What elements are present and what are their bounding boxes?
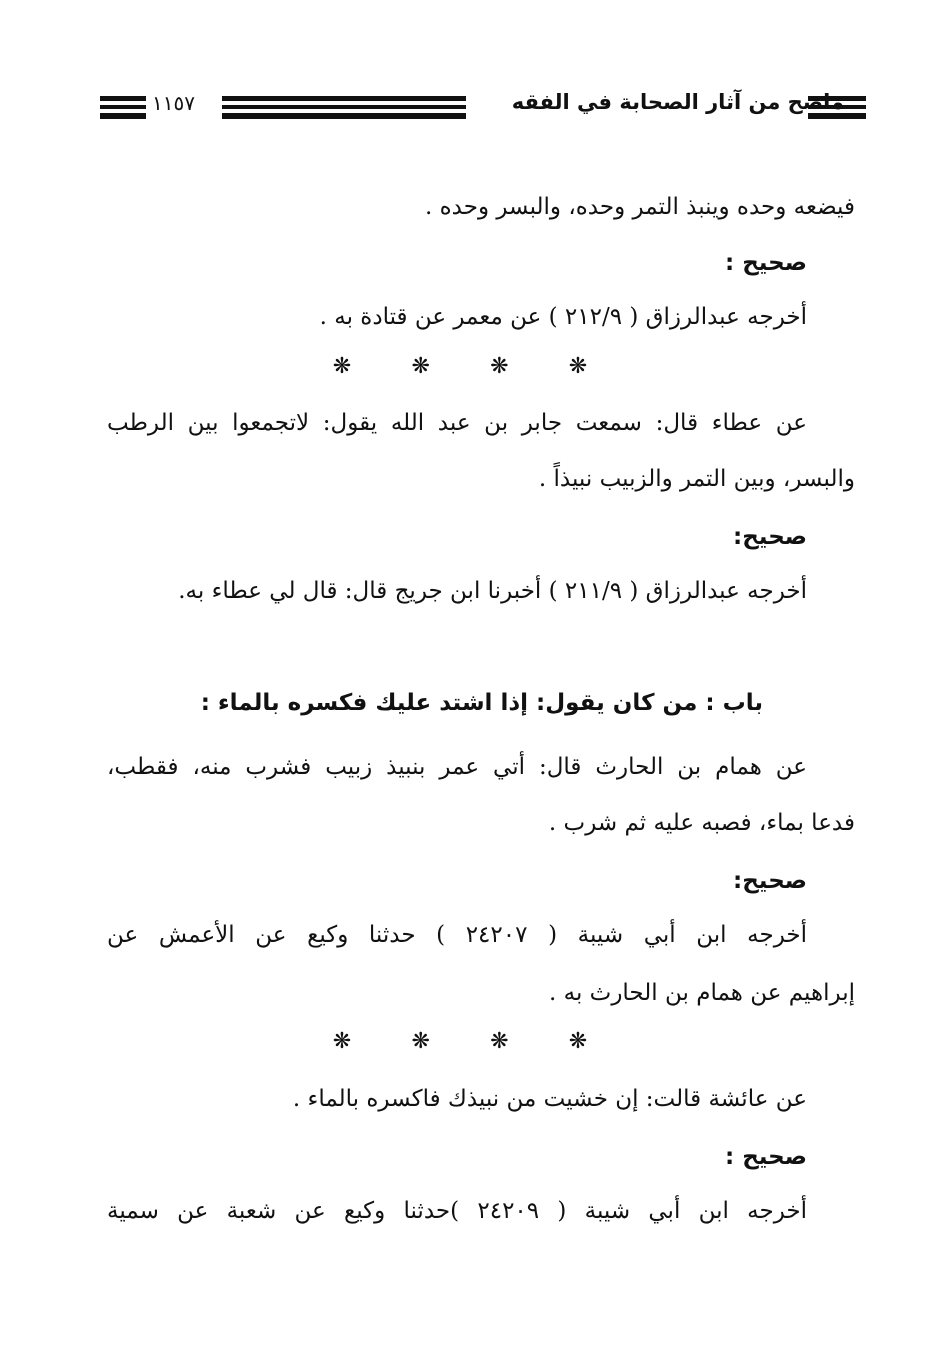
- text-line: فدعا بماء، فصبه عليه ثم شرب .: [548, 810, 855, 836]
- header-rule-middle-top: [222, 96, 466, 101]
- header-rule-left-top: [100, 96, 146, 101]
- text-line: إبراهيم عن همام بن الحارث به .: [549, 980, 855, 1006]
- page-number: ١١٥٧: [152, 91, 195, 115]
- header-title: ماصح من آثار الصحابة في الفقه: [511, 90, 844, 114]
- text-line: أخرجه ابن أبي شيبة ( ٢٤٢٠٩ )حدثنا وكيع عن شعبة عن سمية: [107, 1198, 807, 1224]
- text-line: عن عائشة قالت: إن خشيت من نبيذك فاكسره بالماء .: [292, 1086, 807, 1112]
- text-line: أخرجه عبدالرزاق ( ٢١٢/٩ ) عن معمر عن قتادة به .: [319, 304, 807, 330]
- star-ornament-icon: ❋: [332, 354, 352, 379]
- star-ornament-icon: ❋: [490, 1029, 509, 1054]
- header-rule-left-mid: [100, 105, 146, 109]
- text-line: فيضعه وحده وينبذ التمر وحده، والبسر وحده .: [424, 194, 855, 220]
- chapter-heading: باب : من كان يقول: إذا اشتد عليك فكسره بالماء :: [200, 690, 763, 716]
- section-label-sahih: صحيح:: [733, 868, 807, 894]
- section-label-sahih: صحيح:: [733, 524, 807, 550]
- header-rule-middle-mid: [222, 105, 466, 109]
- section-label-sahih: صحيح :: [725, 1144, 807, 1170]
- separator-stars: [330, 355, 590, 379]
- header-rule-middle-bottom: [222, 113, 466, 119]
- text-line: عن عطاء قال: سمعت جابر بن عبد الله يقول: لاتجمعوا بين الرطب: [107, 410, 807, 436]
- text-line: أخرجه ابن أبي شيبة ( ٢٤٢٠٧ ) حدثنا وكيع عن الأعمش عن: [107, 922, 807, 948]
- star-ornament-icon: ❋: [568, 354, 588, 379]
- star-ornament-icon: ❋: [411, 354, 430, 379]
- text-line: أخرجه عبدالرزاق ( ٢١١/٩ ) أخبرنا ابن جريج قال: قال لي عطاء به.: [178, 578, 807, 604]
- text-line: والبسر، وبين التمر والزبيب نبيذاً .: [538, 466, 855, 492]
- star-ornament-icon: ❋: [411, 1029, 430, 1054]
- header-rule-left-bottom: [100, 113, 146, 119]
- running-header: [100, 84, 866, 128]
- star-ornament-icon: ❋: [490, 354, 509, 379]
- star-ornament-icon: ❋: [332, 1029, 352, 1054]
- star-ornament-icon: ❋: [568, 1029, 588, 1054]
- separator-stars: [330, 1030, 590, 1054]
- text-line: عن همام بن الحارث قال: أتي عمر بنبيذ زبيب فشرب منه، فقطب،: [107, 754, 807, 780]
- section-label-sahih: صحيح :: [725, 250, 807, 276]
